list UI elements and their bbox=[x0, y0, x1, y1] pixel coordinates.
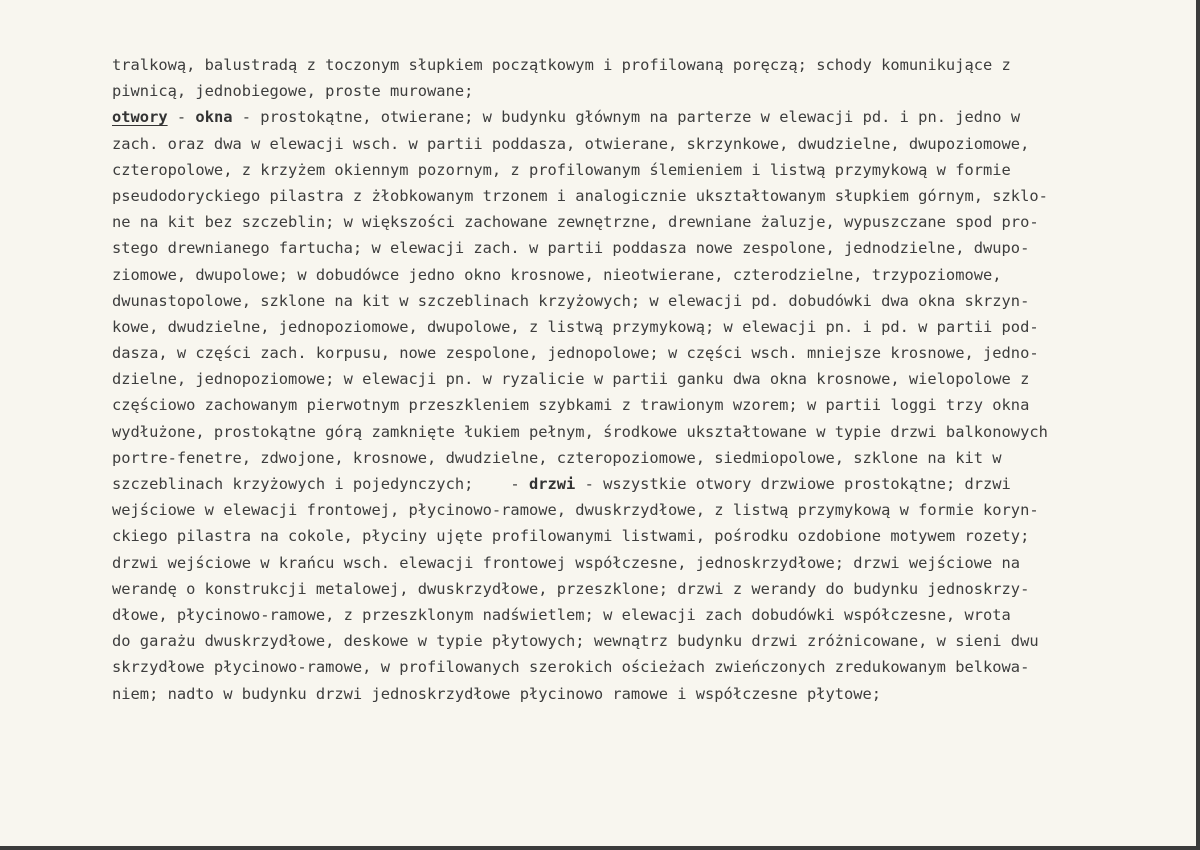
heading-otwory: otwory bbox=[112, 108, 168, 127]
text-line: drzwi wejściowe w krańcu wsch. elewacji frontowej współczesne, jednoskrzydłowe; drzwi wejściowe na bbox=[112, 553, 1021, 572]
text-line: pseudodoryckiego pilastra z żłobkowanym trzonem i analogicznie ukształtowanym słupkiem górnym, szklo- bbox=[112, 186, 1048, 205]
text-line: stego drewnianego fartucha; w elewacji zach. w partii poddasza nowe zespolone, jednodzielne, dwupo- bbox=[112, 239, 1030, 258]
line-after: - wszystkie otwory drzwiowe prostokątne; drzwi bbox=[575, 475, 1011, 493]
subheading-okna: okna bbox=[195, 108, 233, 127]
text-line: wydłużone, prostokątne górą zamknięte łukiem pełnym, środkowe ukształtowane w typie drzwi balkonowych bbox=[112, 422, 1048, 441]
text-line: ziomowe, dwupolowe; w dobudówce jedno okno krosnowe, nieotwierane, czterodzielne, trzypoziomowe, bbox=[112, 265, 1002, 284]
text-line: piwnicą, jednobiegowe, proste murowane; bbox=[112, 82, 474, 101]
line-before: szczeblinach krzyżowych i pojedynczych; - bbox=[112, 475, 529, 493]
subheading-drzwi: drzwi bbox=[528, 475, 576, 493]
text-line: zach. oraz dwa w elewacji wsch. w partii poddasza, otwierane, skrzynkowe, dwudzielne, dwupoziomowe, bbox=[112, 134, 1030, 153]
text-line: niem; nadto w budynku drzwi jednoskrzydłowe płycinowo ramowe i współczesne płytowe; bbox=[112, 684, 882, 703]
text-line: dasza, w części zach. korpusu, nowe zespolone, jednopolowe; w części wsch. mniejsze krosnowe, jedno- bbox=[112, 344, 1039, 363]
text-line: kowe, dwudzielne, jednopoziomowe, dwupolowe, z listwą przymykową; w elewacji pn. i pd. w partii pod- bbox=[112, 317, 1039, 336]
text-line: ne na kit bez szczeblin; w większości zachowane zewnętrzne, drewniane żaluzje, wypuszczane spod pro- bbox=[112, 213, 1039, 232]
text-line: skrzydłowe płycinowo-ramowe, w profilowanych szerokich ościeżach zwieńczonych zredukowanym belkowa- bbox=[112, 658, 1030, 677]
line-rest: - prostokątne, otwierane; w budynku głównym na parterze w elewacji pd. i pn. jedno w bbox=[232, 108, 1021, 127]
text-line: częściowo zachowanym pierwotnym przeszkleniem szybkami z trawionym wzorem; w partii loggi trzy okna bbox=[112, 396, 1030, 415]
text-line: dwunastopolowe, szklone na kit w szczeblinach krzyżowych; w elewacji pd. dobudówki dwa okna skrzyn- bbox=[112, 291, 1030, 310]
text-line bbox=[112, 471, 1132, 497]
typed-text-block bbox=[112, 52, 1132, 707]
text-line: dzielne, jednopoziomowe; w elewacji pn. w ryzalicie w partii ganku dwa okna krosnowe, wielopolowe z bbox=[112, 370, 1030, 389]
text-line: ckiego pilastra na cokole, płyciny ujęte profilowanymi listwami, pośrodku ozdobione motywem rozety; bbox=[112, 527, 1030, 546]
text-line: do garażu dwuskrzydłowe, deskowe w typie płytowych; wewnątrz budynku drzwi zróżnicowane, w sieni dwu bbox=[112, 632, 1039, 651]
text-line: czteropolowe, z krzyżem okiennym pozornym, z profilowanym ślemieniem i listwą przymykową w formie bbox=[112, 160, 1011, 179]
text-line: wejściowe w elewacji frontowej, płycinowo-ramowe, dwuskrzydłowe, z listwą przymykową w formie koryn- bbox=[112, 501, 1039, 520]
text-line bbox=[112, 104, 1132, 130]
text-line: dłowe, płycinowo-ramowe, z przeszklonym nadświetlem; w elewacji zach dobudówki współczesne, wrota bbox=[112, 605, 1011, 624]
text-line: werandę o konstrukcji metalowej, dwuskrzydłowe, przeszklone; drzwi z werandy do budynku jednoskrzy- bbox=[112, 579, 1030, 598]
separator: - bbox=[167, 108, 196, 127]
text-line: portre-fenetre, zdwojone, krosnowe, dwudzielne, czteropoziomowe, siedmiopolowe, szklone na kit w bbox=[112, 448, 1002, 467]
text-line: tralkową, balustradą z toczonym słupkiem początkowym i profilowaną poręczą; schody komunikujące z bbox=[112, 56, 1011, 74]
